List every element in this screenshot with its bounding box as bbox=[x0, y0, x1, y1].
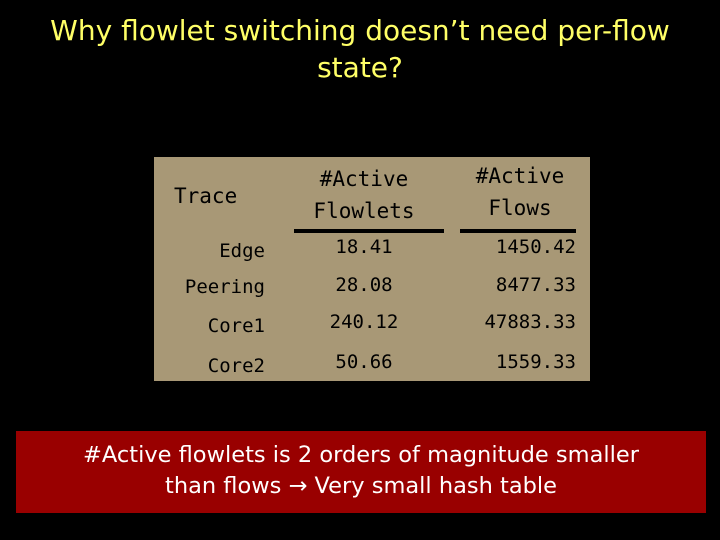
row-edge-flows: 1450.42 bbox=[495, 236, 576, 258]
callout-line-2-before-arrow: than flows bbox=[165, 473, 282, 499]
header-trace: Trace bbox=[174, 184, 238, 208]
header-active-flowlets bbox=[294, 163, 434, 227]
row-peering-trace: Peering bbox=[184, 276, 265, 298]
header-divider-flows bbox=[460, 229, 576, 233]
header-active-flowlets-line-2: Flowlets bbox=[313, 199, 415, 223]
right-arrow-icon: → bbox=[288, 473, 308, 499]
callout-line-2-after-arrow: Very small hash table bbox=[314, 473, 557, 499]
row-core1-trace: Core1 bbox=[207, 315, 265, 337]
header-active-flows bbox=[450, 160, 590, 224]
row-core2-trace: Core2 bbox=[207, 355, 265, 377]
row-peering-flowlets: 28.08 bbox=[335, 274, 393, 296]
callout-line-1: #Active flowlets is 2 orders of magnitude smaller bbox=[83, 442, 639, 468]
flowlet-table bbox=[154, 157, 590, 381]
row-core2-flows: 1559.33 bbox=[495, 351, 576, 373]
row-peering-flows: 8477.33 bbox=[495, 274, 576, 296]
row-edge-flowlets: 18.41 bbox=[335, 236, 393, 258]
header-active-flows-line-1: #Active bbox=[475, 164, 565, 188]
row-core1-flowlets: 240.12 bbox=[329, 311, 399, 333]
row-core1-flows: 47883.33 bbox=[484, 311, 576, 333]
slide-title-line-1: Why flowlet switching doesn’t need per-flow bbox=[50, 14, 670, 47]
slide-title bbox=[0, 12, 720, 86]
header-active-flowlets-line-1: #Active bbox=[319, 167, 409, 191]
row-edge-trace: Edge bbox=[219, 240, 265, 262]
conclusion-callout bbox=[16, 431, 706, 513]
row-core2-flowlets: 50.66 bbox=[335, 351, 393, 373]
callout-line-2 bbox=[16, 471, 706, 502]
header-active-flows-line-2: Flows bbox=[488, 196, 552, 220]
slide-title-line-2: state? bbox=[317, 51, 403, 84]
header-divider-flowlets bbox=[294, 229, 444, 233]
